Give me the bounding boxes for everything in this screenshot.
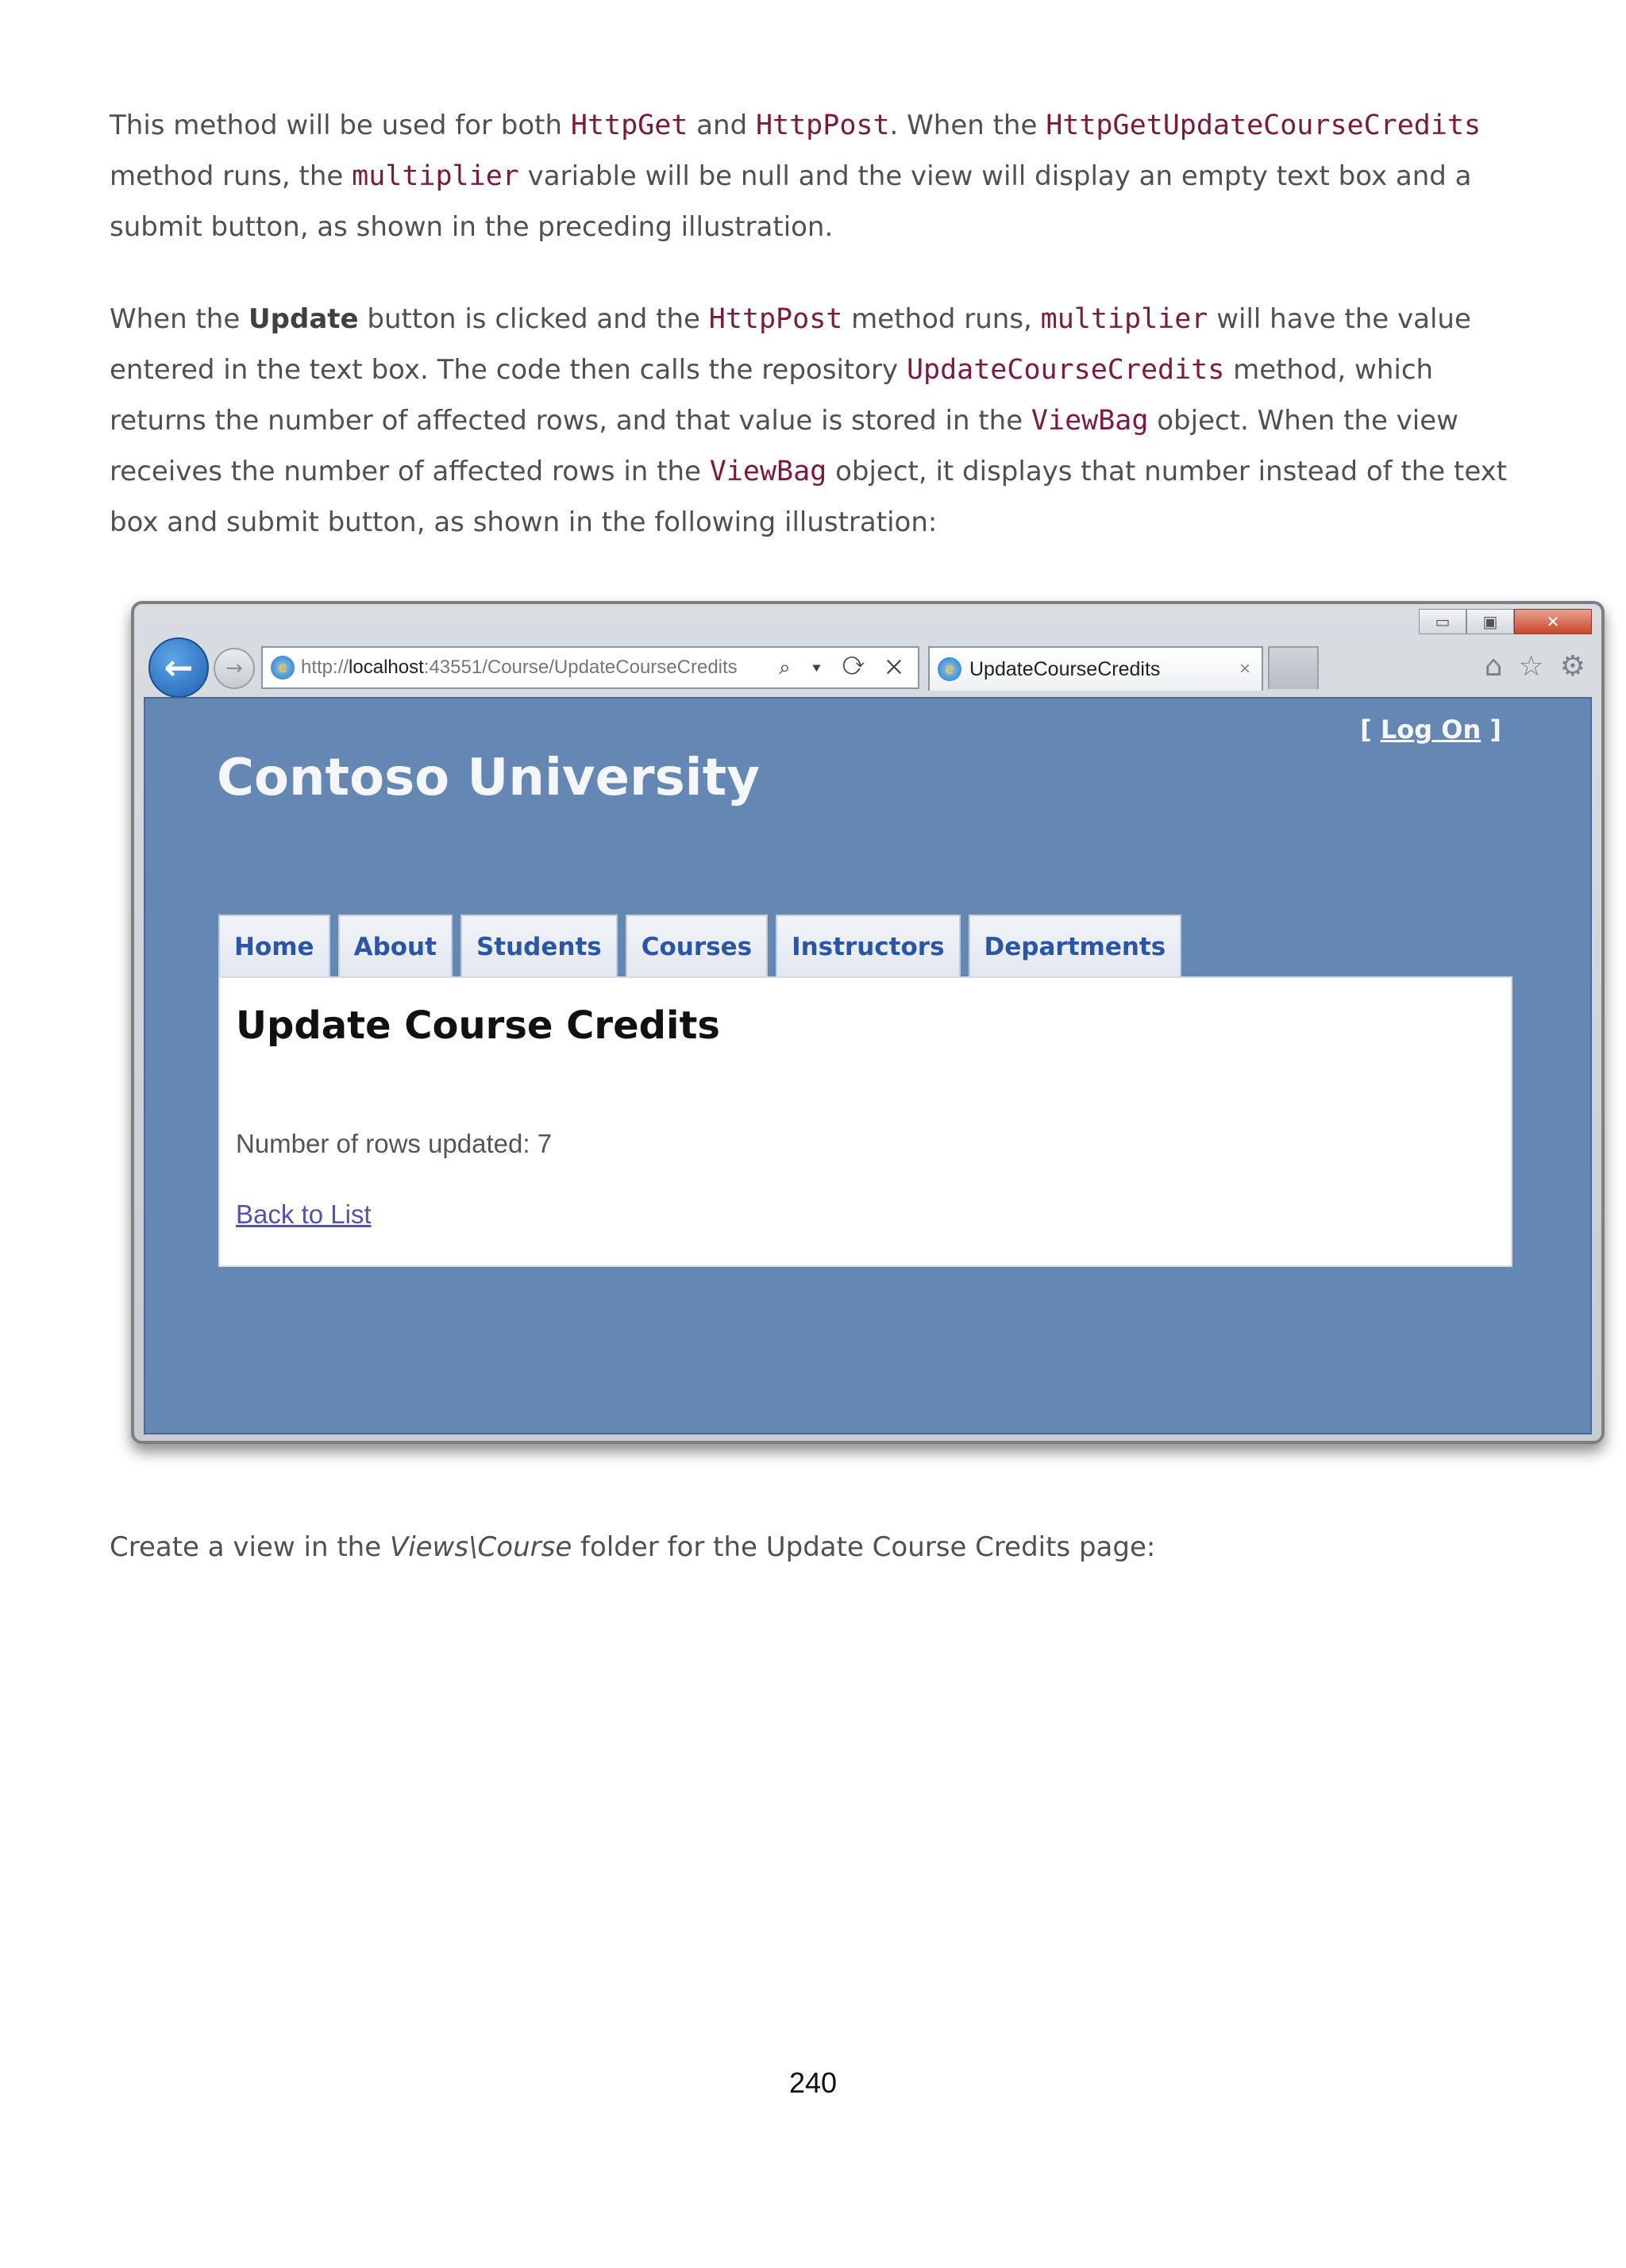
ie-logo-icon: e <box>938 657 961 681</box>
address-bar[interactable] <box>261 646 919 689</box>
minimize-button[interactable]: ▭ <box>1419 609 1466 634</box>
address-host: localhost <box>349 657 424 678</box>
rows-updated-text: Number of rows updated: 7 <box>236 1129 553 1158</box>
text: folder for the Update Course Credits page: <box>572 1531 1156 1563</box>
bracket: [ <box>1360 714 1381 745</box>
text: object. When the view receives the number of affected rows in the <box>110 405 1458 487</box>
back-arrow-icon[interactable]: ← <box>148 637 209 698</box>
back-to-list-link[interactable]: Back to List <box>236 1199 372 1229</box>
paragraph-1 <box>110 100 1523 252</box>
code-viewbag: ViewBag <box>1031 405 1149 437</box>
bold-update: Update <box>249 303 359 335</box>
page-heading: Update Course Credits <box>236 1003 720 1048</box>
browser-chrome <box>134 604 1601 697</box>
browser-toolbar-icons <box>1485 650 1586 683</box>
star-icon[interactable]: ☆ <box>1518 650 1544 683</box>
text: . When the <box>889 110 1046 141</box>
menu-item-departments[interactable]: Departments <box>969 915 1182 978</box>
restore-button[interactable]: ▣ <box>1466 609 1514 634</box>
logon-area <box>1360 714 1501 745</box>
main-content <box>218 976 1512 1267</box>
text: When the <box>110 303 249 335</box>
menu-item-instructors[interactable]: Instructors <box>776 915 960 978</box>
text: This method will be used for both <box>110 110 571 141</box>
home-icon[interactable]: ⌂ <box>1484 650 1503 683</box>
browser-screenshot <box>131 601 1605 1444</box>
site-title: Contoso University <box>217 749 760 807</box>
address-tools[interactable]: ⌕ ▾ ⟳ ✕ <box>779 655 910 679</box>
code-multiplier: multiplier <box>1040 303 1208 335</box>
bracket: ] <box>1481 714 1501 745</box>
menu-item-students[interactable]: Students <box>460 915 618 978</box>
code-method-name: HttpGetUpdateCourseCredits <box>1046 110 1482 141</box>
page-number: 240 <box>788 2066 838 2099</box>
tab-title: UpdateCourseCredits <box>969 657 1161 680</box>
browser-tab[interactable] <box>928 646 1263 691</box>
menu-item-about[interactable]: About <box>338 915 453 978</box>
text: method runs, the <box>110 160 353 192</box>
paragraph-2 <box>110 294 1523 548</box>
menu-item-home[interactable]: Home <box>218 915 330 978</box>
gear-icon[interactable]: ⚙ <box>1559 650 1586 683</box>
code-httppost: HttpPost <box>708 303 843 335</box>
log-on-link[interactable]: Log On <box>1380 714 1482 745</box>
italic-folder-path: Views\Course <box>389 1531 572 1563</box>
address-path: :43551/Course/UpdateCourseCredits <box>423 657 738 678</box>
code-viewbag: ViewBag <box>709 456 827 487</box>
text: variable will be null and the view will display an empty text box and a submit button, as shown in the preceding illustration. <box>110 160 1472 243</box>
text: and <box>688 110 756 141</box>
code-multiplier: multiplier <box>352 160 519 192</box>
text: object, it displays that number instead of the text box and submit button, as shown in the following illustration: <box>110 456 1508 538</box>
tab-close-icon[interactable]: × <box>1239 658 1250 680</box>
text: Create a view in the <box>110 1531 390 1563</box>
website-viewport <box>144 697 1592 1434</box>
code-httpget: HttpGet <box>570 110 688 141</box>
code-httppost: HttpPost <box>755 110 890 141</box>
paragraph-3 <box>110 1522 1523 1573</box>
text: button is clicked and the <box>358 303 709 335</box>
text: method runs, <box>842 303 1041 335</box>
address-prefix: http:// <box>301 657 349 678</box>
main-menu <box>218 915 1181 978</box>
text: will have the value entered in the text box. The code then calls the repository <box>110 303 1471 386</box>
window-controls <box>1419 609 1592 634</box>
code-repository-method: UpdateCourseCredits <box>906 354 1225 386</box>
new-tab-button[interactable] <box>1268 646 1319 689</box>
ie-logo-icon: e <box>271 656 295 680</box>
menu-item-courses[interactable]: Courses <box>626 915 768 978</box>
forward-arrow-icon[interactable]: → <box>214 648 255 689</box>
text: method, which returns the number of affected rows, and that value is stored in the <box>110 354 1434 437</box>
close-button[interactable]: ✕ <box>1514 609 1592 634</box>
